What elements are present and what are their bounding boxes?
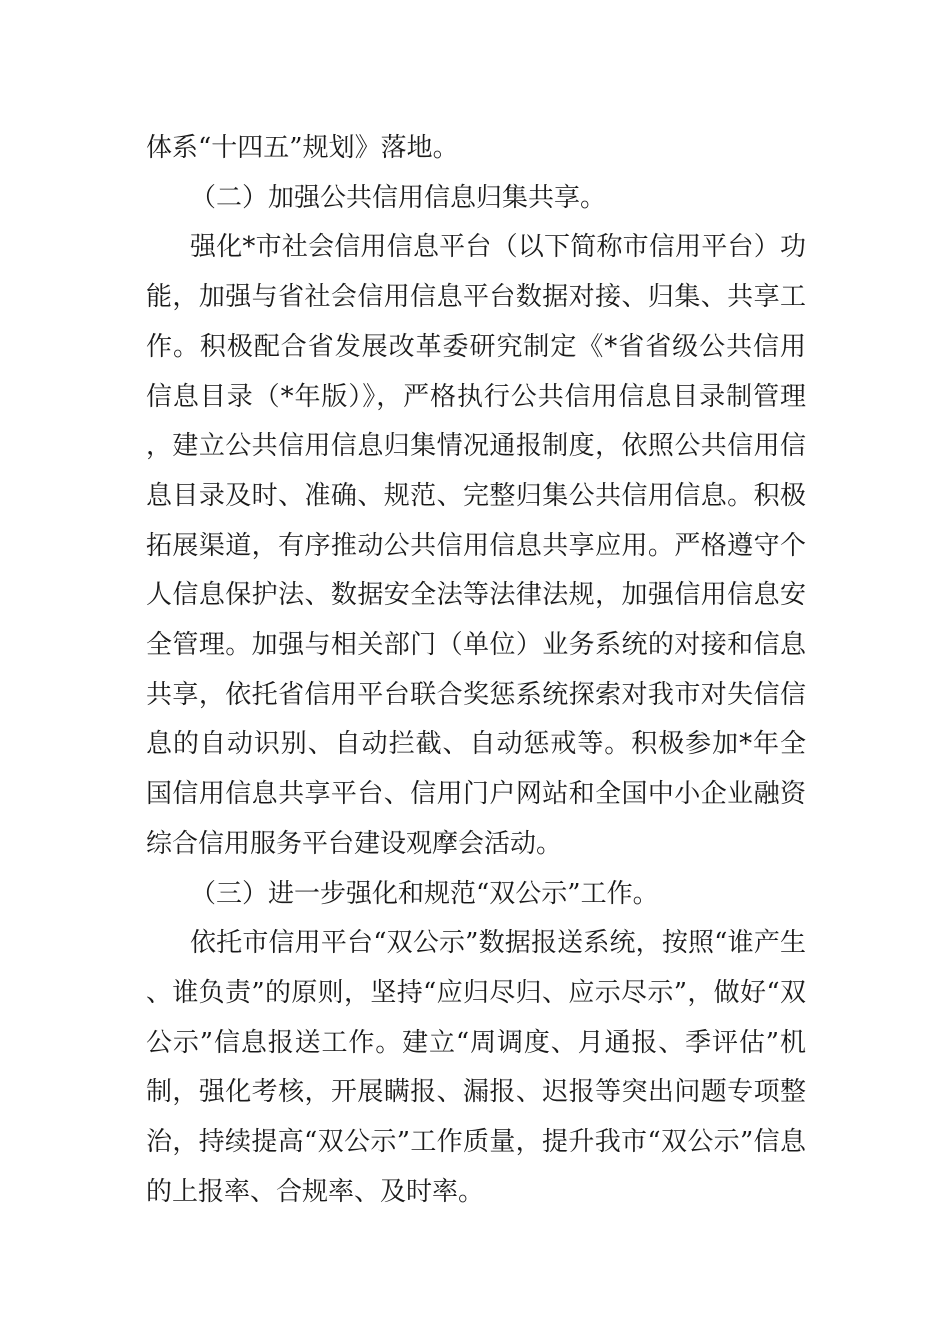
document-body <box>146 124 806 1217</box>
paragraph-double-publicity: 依托市信用平台“双公示”数据报送系统，按照“谁产生、谁负责”的原则，坚持“应归尽归、应示尽示”，做好“双公示”信息报送工作。建立“周调度、月通报、季评估”机制，强化考核，开展瞒报、漏报、迟报等突出问题专项整治，持续提高“双公示”工作质量，提升我市“双公示”信息的上报率、合规率、及时率。 <box>146 928 806 1207</box>
paragraph-continuation: 体系“十四五”规划》落地。 <box>146 133 459 163</box>
paragraph-credit-info-sharing: 强化*市社会信用信息平台（以下简称市信用平台）功能，加强与省社会信用信息平台数据对接、归集、共享工作。积极配合省发展改革委研究制定《*省省级公共信用信息目录（*年版）》，严格执行公共信用信息目录制管理，建立公共信用信息归集情况通报制度，依照公共信用信息目录及时、准确、规范、完整归集公共信用信息。积极拓展渠道，有序推动公共信用信息共享应用。严格遵守个人信息保护法、数据安全法等法律法规，加强信用信息安全管理。加强与相关部门（单位）业务系统的对接和信息共享，依托省信用平台联合奖惩系统探索对我市对失信信息的自动识别、自动拦截、自动惩戒等。积极参加*年全国信用信息共享平台、信用门户网站和全国中小企业融资综合信用服务平台建设观摩会活动。 <box>146 232 806 859</box>
section-heading-2: （二）加强公共信用信息归集共享。 <box>190 182 607 213</box>
section-heading-3: （三）进一步强化和规范“双公示”工作。 <box>190 878 659 909</box>
